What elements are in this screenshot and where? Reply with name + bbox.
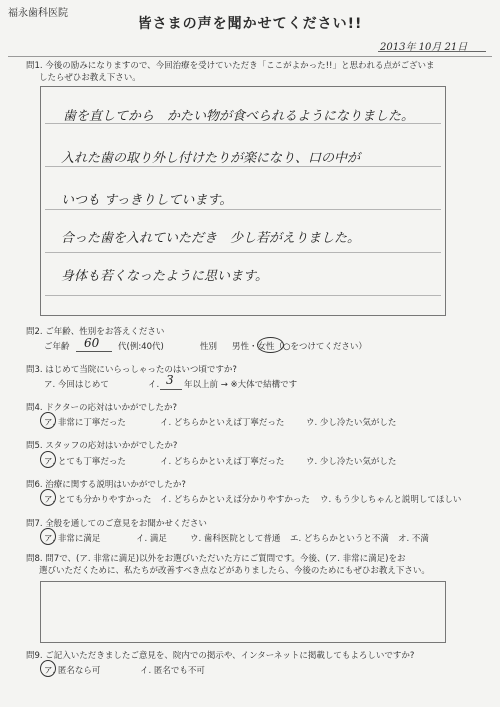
q6-option-b: イ. どちらかといえば分かりやすかった <box>160 495 310 505</box>
q7-answer-circle <box>40 528 56 545</box>
q9-answer-circle <box>40 660 56 677</box>
q3-option-b-prefix: イ. <box>148 380 160 390</box>
q1-question <box>26 60 434 84</box>
q7-question: 問7. 全般を通してのご意見をお聞かせください <box>26 519 207 529</box>
q2-question: 問2. ご年齢、性別をお答えください <box>26 327 165 337</box>
q3-option-b-suffix: 年以上前 → ※大体で結構です <box>184 380 298 390</box>
form-title: 皆さまの声を聞かせてください!! <box>137 16 363 32</box>
q5-question: 問5. スタッフの応対はいかがでしたか? <box>26 441 178 451</box>
q5-option-a: ア. とても丁寧だった <box>44 457 126 467</box>
q1-answer-line-3: いつも すっきりしています。 <box>61 193 233 208</box>
q9-option-b: イ. 匿名でも不可 <box>140 666 205 676</box>
date-underline <box>378 51 486 52</box>
q7-option-a: ア. 非常に満足 <box>44 534 101 544</box>
q1-answer-box <box>40 86 446 316</box>
q1-answer-line-1: 歯を直してから かたい物が食べられるようになりました。 <box>63 109 415 124</box>
q7-option-e: オ. 不満 <box>398 534 429 544</box>
q4-option-b: イ. どちらかといえば丁寧だった <box>160 418 285 428</box>
q2-age-label: ご年齢 <box>44 342 70 352</box>
q5-answer-circle <box>40 451 56 468</box>
q7-option-d: エ. どちらかというと不満 <box>290 534 389 544</box>
q4-answer-circle <box>40 412 56 429</box>
q3-option-a: ア. 今回はじめて <box>44 380 109 390</box>
q3-years-underline <box>160 389 182 390</box>
q4-question: 問4. ドクターの応対はいかがでしたか? <box>26 403 177 413</box>
q5-option-c: ウ. 少し冷たい気がした <box>306 457 397 467</box>
q8-answer-box <box>40 581 446 643</box>
q2-age-suffix: 代(例:40代) <box>118 342 164 352</box>
q7-option-c: ウ. 歯科医院として普通 <box>190 534 281 544</box>
survey-date: 2013年 10月 21日 <box>380 42 468 53</box>
q1-answer-line-5: 身体も若くなったように思います。 <box>61 269 268 284</box>
q9-option-a: ア. 匿名なら可 <box>44 666 101 676</box>
q3-years-value: 3 <box>166 373 174 387</box>
q2-female-circle <box>257 337 284 353</box>
q2-age-underline <box>76 351 112 352</box>
q1-text-line2: したらぜひお教え下さい。 <box>39 73 141 83</box>
q1-text-line1: 問1. 今後の励みになりますので、今回治療を受けていただき「ここがよかった!!」と思われる点がございま <box>26 61 435 71</box>
q1-answer-line-2: 入れた歯の取り外し付けたりが楽になり、口の中が <box>61 151 361 166</box>
q1-answer-line-4: 合った歯を入れていただき 少し若がえりました。 <box>61 231 361 246</box>
q6-option-c: ウ. もう少しちゃんと説明してほしい <box>320 495 462 505</box>
q4-option-a: ア. 非常に丁寧だった <box>44 418 126 428</box>
q9-question: 問9. ご記入いただきましたご意見を、院内での掲示や、インターネットに掲載してもよろしいですか? <box>26 651 415 661</box>
q6-option-a: ア. とても分かりやすかった <box>44 495 152 505</box>
q8-text-line1: 問8. 問7で、(ア. 非常に満足)以外をお選びいただいた方にご質問です。今後、(ア. 非常に満足)をお <box>26 554 406 564</box>
q2-age-value: 60 <box>84 336 100 350</box>
q2-sex-options: 男性・女性（○をつけてください） <box>232 342 367 352</box>
header-divider <box>8 56 492 57</box>
q3-question: 問3. はじめて当院にいらっしゃったのはいつ頃ですか? <box>26 365 237 375</box>
clinic-name: 福永歯科医院 <box>8 8 68 19</box>
q6-answer-circle <box>40 489 56 506</box>
q7-option-b: イ. 満足 <box>136 534 167 544</box>
q5-option-b: イ. どちらかといえば丁寧だった <box>160 457 285 467</box>
q8-text-line2: 選びいただくために、私たちが改善すべき点などがありましたら、今後のためにもぜひお教え下さい。 <box>39 566 430 576</box>
q6-question: 問6. 治療に関する説明はいかがでしたか? <box>26 480 186 490</box>
q8-question <box>26 553 430 577</box>
q2-sex-label: 性別 <box>200 342 218 352</box>
q4-option-c: ウ. 少し冷たい気がした <box>306 418 397 428</box>
